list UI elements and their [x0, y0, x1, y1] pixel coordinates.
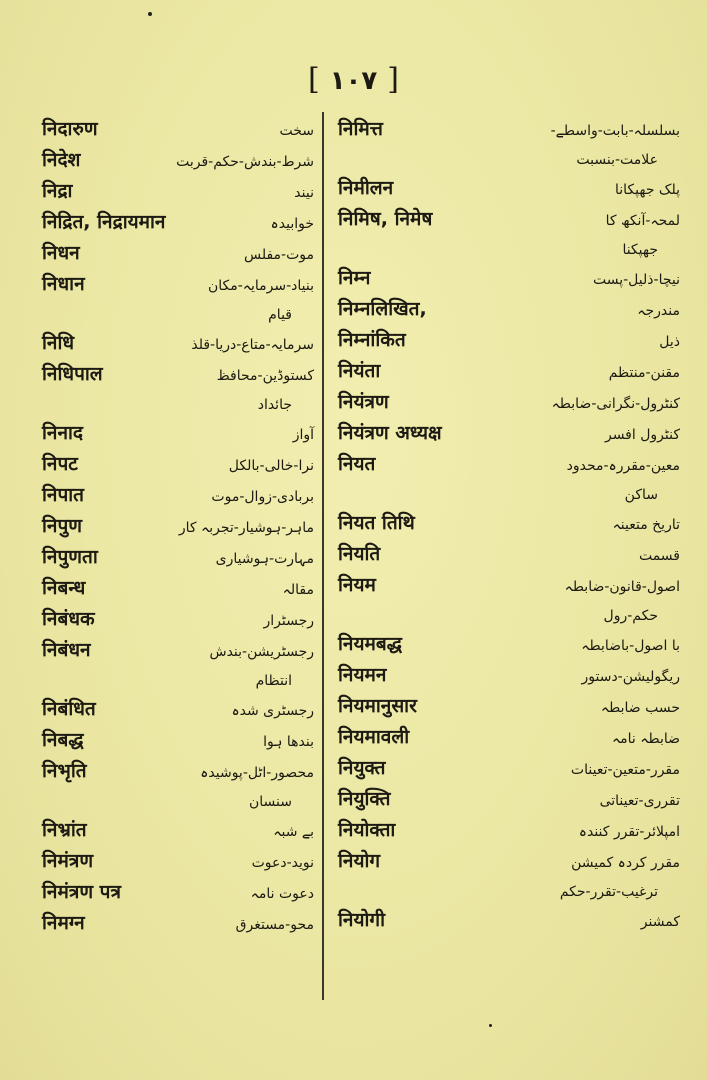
- headword: नियमावली: [338, 726, 410, 748]
- dictionary-entry: [338, 115, 680, 174]
- headword: नियोगी: [338, 909, 386, 931]
- urdu-meaning: آواز: [292, 427, 314, 443]
- left-column: [42, 115, 314, 940]
- dictionary-entry: [42, 329, 314, 360]
- urdu-meaning: تاریخ متعینہ: [612, 517, 680, 533]
- headword: निदेश: [42, 149, 81, 171]
- urdu-meaning: رجسٹری شدہ: [231, 703, 314, 719]
- headword: निबंधित: [42, 698, 96, 720]
- entry-row: [338, 295, 680, 326]
- headword: नियंता: [338, 360, 381, 382]
- entry-row: [338, 847, 680, 878]
- urdu-meaning: کمشنر: [640, 914, 680, 930]
- dictionary-entry: [338, 692, 680, 723]
- bracket-open: [: [307, 62, 320, 97]
- dictionary-entry: [338, 571, 680, 630]
- entry-row: [338, 264, 680, 295]
- dictionary-entry: [42, 909, 314, 940]
- entry-row: [338, 357, 680, 388]
- urdu-meaning: رجسٹرار: [263, 613, 314, 629]
- headword: नियंत्रण अध्यक्ष: [338, 422, 442, 444]
- entry-row: [338, 419, 680, 450]
- dictionary-entry: [42, 208, 314, 239]
- dictionary-entry: [42, 636, 314, 695]
- entry-row: [42, 177, 314, 208]
- entry-row: [42, 605, 314, 636]
- dictionary-entry: [42, 177, 314, 208]
- urdu-meaning: بربادی-زوال-موت: [211, 489, 314, 505]
- headword: निम्नांकित: [338, 329, 406, 351]
- headword: निधान: [42, 273, 85, 295]
- dictionary-entry: [338, 630, 680, 661]
- headword: निद्रित, निद्रायमान: [42, 211, 166, 233]
- headword: नियंत्रण: [338, 391, 389, 413]
- urdu-meaning: محو-مستغرق: [235, 917, 314, 933]
- dictionary-entry: [338, 357, 680, 388]
- urdu-meaning: محصور-اٹل-پوشیدہ: [200, 765, 314, 781]
- speck: [489, 1024, 492, 1027]
- dictionary-entry: [338, 754, 680, 785]
- dictionary-entry: [42, 757, 314, 816]
- entry-row: [338, 630, 680, 661]
- urdu-meaning: بندھا ہوا: [263, 734, 314, 750]
- urdu-meaning: ریگولیشن-دستور: [581, 669, 680, 685]
- urdu-meaning: سخت: [279, 123, 314, 139]
- urdu-meaning: ضابطہ نامہ: [611, 731, 680, 747]
- urdu-meaning: مقرر-متعین-تعینات: [570, 762, 680, 778]
- entry-row: [338, 692, 680, 723]
- headword: नियमबद्ध: [338, 633, 402, 655]
- urdu-meaning-continued: جائداد: [257, 397, 292, 413]
- dictionary-entry: [338, 785, 680, 816]
- headword: निधन: [42, 242, 80, 264]
- dictionary-entry: [42, 816, 314, 847]
- entry-row: [338, 906, 680, 937]
- urdu-meaning: اصول-قانون-ضابطہ: [564, 579, 680, 595]
- urdu-meaning: قسمت: [638, 548, 680, 564]
- headword: निपुण: [42, 515, 82, 537]
- urdu-meaning: پلک جھپکانا: [614, 182, 680, 198]
- urdu-meaning-continued: حکم-رول: [603, 608, 658, 624]
- dictionary-entry: [42, 878, 314, 909]
- entry-row: [42, 329, 314, 360]
- entry-row: [42, 419, 314, 450]
- entry-row: [42, 115, 314, 146]
- page-number-value: ١٠٧: [329, 66, 378, 96]
- urdu-meaning: کنٹرول-نگرانی-ضابطہ: [551, 396, 680, 412]
- urdu-meaning: ماہر-ہوشیار-تجربہ کار: [178, 520, 314, 536]
- headword: निपात: [42, 484, 85, 506]
- headword: निदारुण: [42, 118, 98, 140]
- dictionary-entry: [42, 270, 314, 329]
- entry-row: [338, 785, 680, 816]
- urdu-meaning: تقرری-تعیناتی: [599, 793, 680, 809]
- entry-row: [42, 574, 314, 605]
- entry-row: [42, 636, 314, 667]
- headword: निबंधन: [42, 639, 91, 661]
- urdu-meaning: دعوت نامہ: [250, 886, 314, 902]
- urdu-meaning: سرمایہ-متاع-دریا-قلذ: [191, 337, 314, 353]
- entry-row: [42, 146, 314, 177]
- urdu-meaning: بے شبہ: [273, 824, 314, 840]
- headword: नियोग: [338, 850, 381, 872]
- right-column: [338, 115, 680, 937]
- urdu-meaning: کنٹرول افسر: [604, 427, 680, 443]
- urdu-meaning-continued: قیام: [268, 307, 292, 323]
- urdu-meaning: بنیاد-سرمایہ-مکان: [207, 278, 314, 294]
- urdu-meaning: مقالہ: [282, 582, 314, 598]
- headword: निबन्ध: [42, 577, 86, 599]
- urdu-meaning: خوابیدہ: [270, 216, 314, 232]
- urdu-meaning: رجسٹریشن-بندش: [209, 644, 314, 660]
- dictionary-entry: [42, 115, 314, 146]
- headword: निद्रा: [42, 180, 73, 202]
- dictionary-entry: [42, 419, 314, 450]
- dictionary-entry: [42, 450, 314, 481]
- entry-row: [338, 661, 680, 692]
- headword: निमिष, निमेष: [338, 208, 433, 230]
- urdu-meaning: مندرجہ: [637, 303, 680, 319]
- headword: नियत तिथि: [338, 512, 415, 534]
- entry-row: [42, 847, 314, 878]
- dictionary-entry: [338, 174, 680, 205]
- entry-row: [42, 270, 314, 301]
- entry-row: [42, 450, 314, 481]
- urdu-meaning: موت-مفلس: [243, 247, 314, 263]
- entry-row: [338, 388, 680, 419]
- dictionary-entry: [42, 512, 314, 543]
- entry-row: [42, 726, 314, 757]
- dictionary-entry: [42, 239, 314, 270]
- headword: निनाद: [42, 422, 84, 444]
- entry-row: [42, 239, 314, 270]
- urdu-meaning-continued: علامت-بنسبت: [576, 152, 658, 168]
- dictionary-entry: [338, 450, 680, 509]
- urdu-meaning: معین-مقررہ-محدود: [566, 458, 680, 474]
- dictionary-entry: [42, 695, 314, 726]
- urdu-meaning: بسلسلہ-بابت-واسطے-: [550, 123, 680, 139]
- headword: निभृति: [42, 760, 87, 782]
- entry-row: [338, 509, 680, 540]
- headword: नियोक्ता: [338, 819, 396, 841]
- headword: निमित्त: [338, 118, 383, 140]
- dictionary-entry: [42, 543, 314, 574]
- dictionary-entry: [42, 146, 314, 177]
- headword: निभ्रांत: [42, 819, 87, 841]
- headword: निमीलन: [338, 177, 394, 199]
- dictionary-entry: [338, 264, 680, 295]
- dictionary-entry: [338, 295, 680, 326]
- headword: निम्नलिखित,: [338, 298, 427, 320]
- headword: नियत: [338, 453, 376, 475]
- dictionary-entry: [42, 481, 314, 512]
- dictionary-entry: [42, 847, 314, 878]
- headword: नियुक्त: [338, 757, 386, 779]
- dictionary-entry: [338, 723, 680, 754]
- entry-row: [42, 757, 314, 788]
- column-divider: [322, 112, 324, 1000]
- urdu-meaning: شرط-بندش-حکم-قربت: [176, 154, 314, 170]
- dictionary-entry: [338, 388, 680, 419]
- entry-row: [42, 816, 314, 847]
- entry-row: [338, 174, 680, 205]
- dictionary-entry: [338, 906, 680, 937]
- entry-row: [42, 208, 314, 239]
- urdu-meaning-continued: سنسان: [249, 794, 292, 810]
- urdu-meaning-continued: انتظام: [255, 673, 292, 689]
- urdu-meaning: لمحہ-آنکھ کا: [605, 213, 680, 229]
- entry-row: [42, 695, 314, 726]
- urdu-meaning-continued: جھپکنا: [622, 242, 658, 258]
- dictionary-entry: [338, 326, 680, 357]
- dictionary-entry: [42, 726, 314, 757]
- dictionary-entry: [338, 540, 680, 571]
- headword: निमंत्रण: [42, 850, 94, 872]
- urdu-meaning: کستوڈین-محافظ: [216, 368, 314, 384]
- entry-row: [338, 450, 680, 481]
- dictionary-entry: [42, 360, 314, 419]
- urdu-meaning: نوید-دعوت: [251, 855, 314, 871]
- headword: निमग्न: [42, 912, 85, 934]
- entry-row: [338, 571, 680, 602]
- headword: निबंधक: [42, 608, 95, 630]
- urdu-meaning: نرا-خالی-بالکل: [228, 458, 314, 474]
- dictionary-entry: [338, 509, 680, 540]
- headword: निधि: [42, 332, 75, 354]
- entry-row: [338, 754, 680, 785]
- urdu-meaning-continued: ترغیب-تقرر-حکم: [559, 884, 658, 900]
- urdu-meaning: امپلائر-تقرر کنندہ: [578, 824, 680, 840]
- headword: नियति: [338, 543, 381, 565]
- urdu-meaning: مقنن-منتظم: [608, 365, 680, 381]
- entry-row: [338, 540, 680, 571]
- entry-row: [42, 360, 314, 391]
- entry-row: [42, 909, 314, 940]
- headword: नियमन: [338, 664, 387, 686]
- entry-row: [42, 543, 314, 574]
- entry-row: [338, 723, 680, 754]
- entry-row: [338, 115, 680, 146]
- page-number: [0, 62, 707, 97]
- headword: नियुक्ति: [338, 788, 391, 810]
- dictionary-entry: [42, 605, 314, 636]
- entry-row: [42, 878, 314, 909]
- urdu-meaning: نیچا-ذلیل-پست: [593, 272, 680, 288]
- headword: नियमानुसार: [338, 695, 417, 717]
- headword: नियम: [338, 574, 376, 596]
- dictionary-entry: [338, 847, 680, 906]
- entry-row: [338, 816, 680, 847]
- entry-row: [338, 326, 680, 357]
- dictionary-entry: [338, 205, 680, 264]
- dictionary-entry: [42, 574, 314, 605]
- urdu-meaning: نیند: [294, 185, 314, 201]
- urdu-meaning: مہارت-ہوشیاری: [215, 551, 314, 567]
- urdu-meaning: ذیل: [659, 334, 680, 350]
- urdu-meaning: مقرر کردہ کمیشن: [571, 855, 680, 871]
- entry-row: [338, 205, 680, 236]
- urdu-meaning: حسب ضابطہ: [600, 700, 680, 716]
- entry-row: [42, 512, 314, 543]
- headword: निधिपाल: [42, 363, 103, 385]
- headword: निम्न: [338, 267, 371, 289]
- headword: निपट: [42, 453, 78, 475]
- dictionary-entry: [338, 816, 680, 847]
- headword: निबद्ध: [42, 729, 84, 751]
- bracket-close: ]: [387, 62, 400, 97]
- headword: निपुणता: [42, 546, 98, 568]
- urdu-meaning-continued: ساکن: [624, 487, 658, 503]
- speck: [148, 12, 152, 16]
- entry-row: [42, 481, 314, 512]
- urdu-meaning: با اصول-باضابطہ: [581, 638, 680, 654]
- dictionary-entry: [338, 419, 680, 450]
- headword: निमंत्रण पत्र: [42, 881, 121, 903]
- dictionary-entry: [338, 661, 680, 692]
